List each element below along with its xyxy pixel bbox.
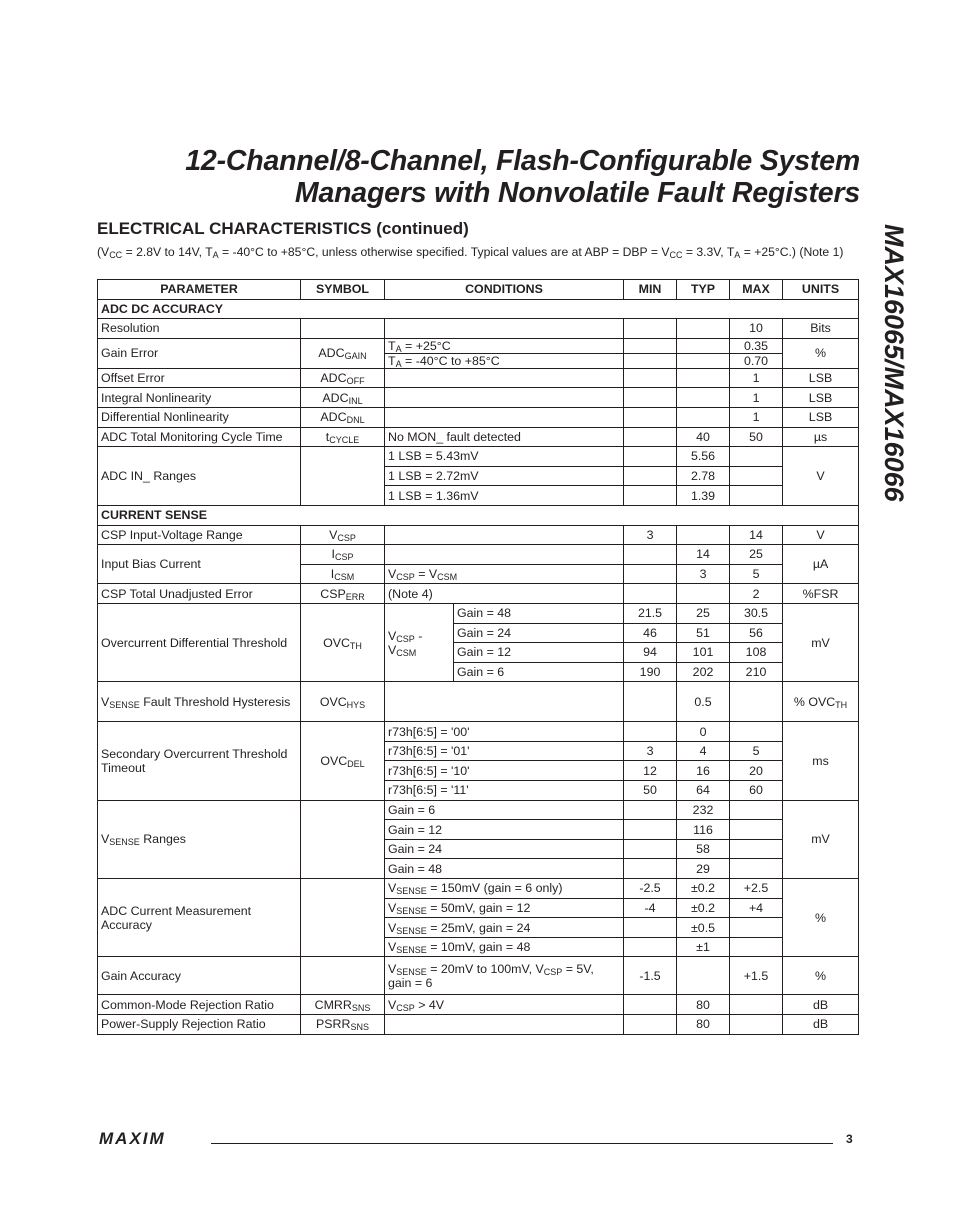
parameter-cell: Gain Error bbox=[98, 338, 301, 368]
parameter-cell: Common-Mode Rejection Ratio bbox=[98, 995, 301, 1015]
conditions-cell: $V_{CSP}$ - $V_{CSM}$ bbox=[385, 603, 454, 681]
units-cell: µA bbox=[783, 545, 859, 584]
title-line-1: 12-Channel/8-Channel, Flash-Configurable System bbox=[185, 145, 860, 177]
svg-text:MAXIM: MAXIM bbox=[99, 1130, 166, 1146]
typ-cell: 202 bbox=[677, 662, 730, 682]
max-cell: 210 bbox=[730, 662, 783, 682]
parameter-cell: ADC Current Measurement Accuracy bbox=[98, 879, 301, 957]
table-header-row bbox=[98, 280, 859, 300]
conditions-note: ($V_{CC} = 2.8V$ to 14V, $T_A = -40^\circ C$ to +85°C, unless otherwise specified. Typical values are at ABP = DBP = $V_{CC} = 3.3V$, $T_A = +25^\circ C$.) (Note 1) bbox=[97, 245, 844, 260]
table-row bbox=[98, 427, 859, 447]
conditions-cell: Gain = 48 bbox=[385, 859, 624, 879]
conditions-cell: $V_{CSP} > 4V$ bbox=[385, 995, 624, 1015]
table-row bbox=[98, 603, 859, 623]
typ-cell: ±0.2 bbox=[677, 879, 730, 899]
max-cell: 1 bbox=[730, 407, 783, 427]
min-cell: -4 bbox=[624, 898, 677, 918]
max-cell: 14 bbox=[730, 525, 783, 545]
conditions-cell: r73h[6:5] = '01' bbox=[385, 741, 624, 761]
table-row bbox=[98, 525, 859, 545]
max-cell: 20 bbox=[730, 761, 783, 781]
units-cell: mV bbox=[783, 603, 859, 681]
table-row bbox=[98, 682, 859, 722]
symbol-cell: $ADC_{GAIN}$ bbox=[301, 338, 385, 368]
units-cell: LSB bbox=[783, 407, 859, 427]
conditions-cell: No MON_ fault detected bbox=[385, 427, 624, 447]
conditions-cell: (Note 4) bbox=[385, 584, 624, 604]
table-row bbox=[98, 407, 859, 427]
min-cell: -2.5 bbox=[624, 879, 677, 899]
units-cell: µs bbox=[783, 427, 859, 447]
table-row bbox=[98, 319, 859, 339]
min-cell: 190 bbox=[624, 662, 677, 682]
conditions-cell: $V_{CSP} = V_{CSM}$ bbox=[385, 564, 624, 584]
parameter-cell: CSP Total Unadjusted Error bbox=[98, 584, 301, 604]
parameter-cell: ADC IN_ Ranges bbox=[98, 447, 301, 506]
category-row bbox=[98, 505, 859, 525]
conditions-cell: $V_{SENSE} = 25mV$, gain = 24 bbox=[385, 918, 624, 938]
max-cell: +1.5 bbox=[730, 957, 783, 995]
table-row bbox=[98, 1015, 859, 1035]
max-cell: +4 bbox=[730, 898, 783, 918]
units-cell: mV bbox=[783, 800, 859, 878]
units-cell: % bbox=[783, 338, 859, 368]
parameter-cell: Offset Error bbox=[98, 368, 301, 388]
parameter-cell: Resolution bbox=[98, 319, 301, 339]
typ-cell: 14 bbox=[677, 545, 730, 565]
typ-cell: 0.5 bbox=[677, 682, 730, 722]
maxim-logo bbox=[99, 1130, 207, 1151]
parameter-cell: Differential Nonlinearity bbox=[98, 407, 301, 427]
min-cell: 50 bbox=[624, 781, 677, 801]
conditions-cell: $T_A = +25^\circ C$ bbox=[385, 338, 624, 353]
max-cell: +2.5 bbox=[730, 879, 783, 899]
max-cell: 5 bbox=[730, 741, 783, 761]
parameter-cell: Overcurrent Differential Threshold bbox=[98, 603, 301, 681]
conditions-cell: r73h[6:5] = '10' bbox=[385, 761, 624, 781]
symbol-cell: $I_{CSM}$ bbox=[301, 564, 385, 584]
units-cell: %FSR bbox=[783, 584, 859, 604]
min-cell: -1.5 bbox=[624, 957, 677, 995]
header-max: MAX bbox=[730, 280, 783, 300]
typ-cell: 51 bbox=[677, 623, 730, 643]
table-row bbox=[98, 545, 859, 565]
conditions-cell: Gain = 6 bbox=[385, 800, 624, 820]
units-cell: V bbox=[783, 525, 859, 545]
parameter-cell: Secondary Overcurrent Threshold Timeout bbox=[98, 722, 301, 800]
typ-cell: 3 bbox=[677, 564, 730, 584]
typ-cell: 40 bbox=[677, 427, 730, 447]
conditions-cell: $T_A = -40^\circ C$ to +85°C bbox=[385, 353, 624, 368]
symbol-cell: $OVC_{DEL}$ bbox=[301, 722, 385, 800]
typ-cell: 101 bbox=[677, 643, 730, 663]
typ-cell: 25 bbox=[677, 603, 730, 623]
max-cell: 30.5 bbox=[730, 603, 783, 623]
units-cell: LSB bbox=[783, 388, 859, 408]
table-row bbox=[98, 879, 859, 899]
table-row bbox=[98, 995, 859, 1015]
units-cell: dB bbox=[783, 1015, 859, 1035]
units-cell: Bits bbox=[783, 319, 859, 339]
section-title: ELECTRICAL CHARACTERISTICS (continued) bbox=[97, 219, 469, 238]
min-cell: 12 bbox=[624, 761, 677, 781]
symbol-cell: $ADC_{OFF}$ bbox=[301, 368, 385, 388]
parameter-cell: CSP Input-Voltage Range bbox=[98, 525, 301, 545]
units-cell: dB bbox=[783, 995, 859, 1015]
symbol-cell: $t_{CYCLE}$ bbox=[301, 427, 385, 447]
max-cell: 56 bbox=[730, 623, 783, 643]
symbol-cell: $OVC_{HYS}$ bbox=[301, 682, 385, 722]
category-adc-dc-accuracy: ADC DC ACCURACY bbox=[98, 299, 859, 319]
typ-cell: 0 bbox=[677, 722, 730, 742]
category-current-sense: CURRENT SENSE bbox=[98, 505, 859, 525]
symbol-cell: $CMRR_{SNS}$ bbox=[301, 995, 385, 1015]
typ-cell: 1.39 bbox=[677, 486, 730, 506]
units-cell: % $OVC_{TH}$ bbox=[783, 682, 859, 722]
max-cell: 0.35 bbox=[730, 338, 783, 353]
typ-cell: 16 bbox=[677, 761, 730, 781]
table-row bbox=[98, 957, 859, 995]
header-conditions: CONDITIONS bbox=[385, 280, 624, 300]
conditions-cell: r73h[6:5] = '11' bbox=[385, 781, 624, 801]
typ-cell: 2.78 bbox=[677, 466, 730, 486]
header-symbol: SYMBOL bbox=[301, 280, 385, 300]
header-min: MIN bbox=[624, 280, 677, 300]
table-row bbox=[98, 388, 859, 408]
min-cell: 3 bbox=[624, 525, 677, 545]
header-parameter: PARAMETER bbox=[98, 280, 301, 300]
symbol-cell: $OVC_{TH}$ bbox=[301, 603, 385, 681]
table-row bbox=[98, 800, 859, 820]
symbol-cell: $ADC_{DNL}$ bbox=[301, 407, 385, 427]
typ-cell: 4 bbox=[677, 741, 730, 761]
conditions-cell: $V_{SENSE} = 10mV$, gain = 48 bbox=[385, 937, 624, 957]
typ-cell: 29 bbox=[677, 859, 730, 879]
table-row bbox=[98, 338, 859, 353]
typ-cell: 116 bbox=[677, 820, 730, 840]
conditions-cell: Gain = 12 bbox=[385, 820, 624, 840]
typ-cell: 64 bbox=[677, 781, 730, 801]
max-cell: 108 bbox=[730, 643, 783, 663]
document-title bbox=[96, 145, 860, 209]
parameter-cell: Gain Accuracy bbox=[98, 957, 301, 995]
symbol-cell: $V_{CSP}$ bbox=[301, 525, 385, 545]
gain-cell: Gain = 6 bbox=[454, 662, 624, 682]
maxim-logo-icon bbox=[99, 1130, 207, 1146]
typ-cell: ±1 bbox=[677, 937, 730, 957]
min-cell: 94 bbox=[624, 643, 677, 663]
electrical-characteristics-table bbox=[97, 279, 859, 1035]
typ-cell: 80 bbox=[677, 995, 730, 1015]
units-cell: ms bbox=[783, 722, 859, 800]
conditions-cell: 1 LSB = 5.43mV bbox=[385, 447, 624, 467]
units-cell: % bbox=[783, 957, 859, 995]
table-row bbox=[98, 584, 859, 604]
min-cell: 21.5 bbox=[624, 603, 677, 623]
units-cell: LSB bbox=[783, 368, 859, 388]
conditions-cell: r73h[6:5] = '00' bbox=[385, 722, 624, 742]
gain-cell: Gain = 24 bbox=[454, 623, 624, 643]
parameter-cell: Input Bias Current bbox=[98, 545, 301, 584]
max-cell: 2 bbox=[730, 584, 783, 604]
conditions-cell: 1 LSB = 1.36mV bbox=[385, 486, 624, 506]
table-row bbox=[98, 447, 859, 467]
min-cell: 46 bbox=[624, 623, 677, 643]
parameter-cell: $V_{SENSE}$ Fault Threshold Hysteresis bbox=[98, 682, 301, 722]
header-units: UNITS bbox=[783, 280, 859, 300]
title-line-2: Managers with Nonvolatile Fault Registers bbox=[294, 177, 860, 209]
parameter-cell: Power-Supply Rejection Ratio bbox=[98, 1015, 301, 1035]
symbol-cell: $ADC_{INL}$ bbox=[301, 388, 385, 408]
table-row bbox=[98, 368, 859, 388]
typ-cell: ±0.2 bbox=[677, 898, 730, 918]
footer-rule bbox=[211, 1143, 833, 1144]
max-cell: 10 bbox=[730, 319, 783, 339]
gain-cell: Gain = 12 bbox=[454, 643, 624, 663]
header-typ: TYP bbox=[677, 280, 730, 300]
conditions-cell: $V_{SENSE} = 150mV$ (gain = 6 only) bbox=[385, 879, 624, 899]
typ-cell: 58 bbox=[677, 839, 730, 859]
max-cell: 5 bbox=[730, 564, 783, 584]
units-cell: % bbox=[783, 879, 859, 957]
typ-cell: 80 bbox=[677, 1015, 730, 1035]
symbol-cell: $PSRR_{SNS}$ bbox=[301, 1015, 385, 1035]
max-cell: 60 bbox=[730, 781, 783, 801]
max-cell: 50 bbox=[730, 427, 783, 447]
gain-cell: Gain = 48 bbox=[454, 603, 624, 623]
units-cell: V bbox=[783, 447, 859, 506]
category-row bbox=[98, 299, 859, 319]
parameter-cell: $V_{SENSE}$ Ranges bbox=[98, 800, 301, 878]
min-cell: 3 bbox=[624, 741, 677, 761]
symbol-cell: $CSP_{ERR}$ bbox=[301, 584, 385, 604]
conditions-cell: Gain = 24 bbox=[385, 839, 624, 859]
conditions-cell: 1 LSB = 2.72mV bbox=[385, 466, 624, 486]
symbol-cell: $I_{CSP}$ bbox=[301, 545, 385, 565]
typ-cell: 5.56 bbox=[677, 447, 730, 467]
max-cell: 0.70 bbox=[730, 353, 783, 368]
typ-cell: ±0.5 bbox=[677, 918, 730, 938]
table-row bbox=[98, 722, 859, 742]
conditions-cell: $V_{SENSE} = 20mV$ to 100mV, $V_{CSP} = 5V$, gain = 6 bbox=[385, 957, 624, 995]
parameter-cell: ADC Total Monitoring Cycle Time bbox=[98, 427, 301, 447]
page-number: 3 bbox=[846, 1132, 853, 1146]
conditions-cell: $V_{SENSE} = 50mV$, gain = 12 bbox=[385, 898, 624, 918]
typ-cell: 232 bbox=[677, 800, 730, 820]
parameter-cell: Integral Nonlinearity bbox=[98, 388, 301, 408]
side-part-number: MAX16065/MAX16066 bbox=[879, 224, 909, 502]
max-cell: 25 bbox=[730, 545, 783, 565]
max-cell: 1 bbox=[730, 368, 783, 388]
max-cell: 1 bbox=[730, 388, 783, 408]
